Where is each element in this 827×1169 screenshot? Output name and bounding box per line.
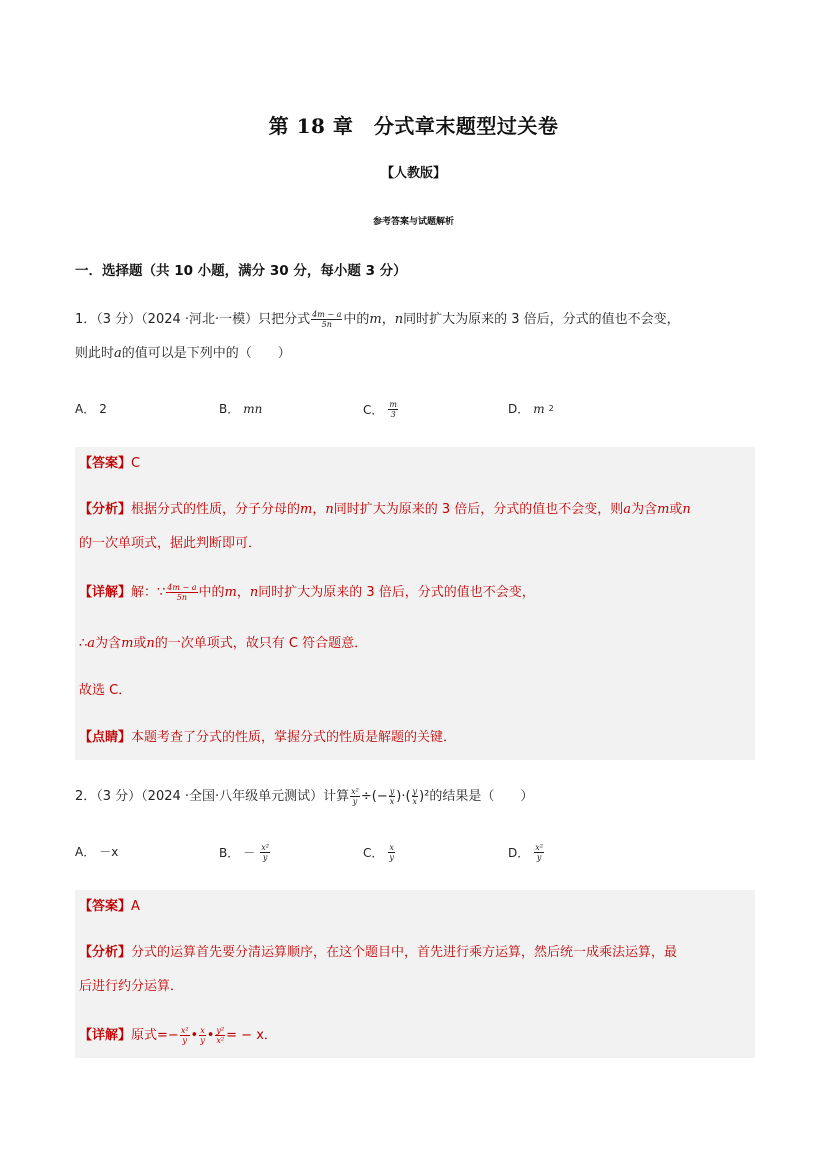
variable-n: n (325, 502, 334, 517)
question-1-line-1 (75, 303, 755, 337)
variable-m: m (121, 636, 134, 651)
text-segment: 或 (669, 502, 683, 517)
text-segment: 的结果是（ ） (429, 789, 534, 804)
analysis-line-2 (79, 527, 751, 561)
text-segment: 的一次单项式，故只有 C 符合题意． (154, 636, 368, 651)
analysis-tag: 【分析】 (79, 502, 132, 517)
operator: • (190, 1028, 199, 1043)
expression-term-1 (350, 787, 360, 806)
detail-tag: 【详解】 (79, 585, 132, 600)
variable-m: m (369, 312, 382, 327)
text-segment: 分式的运算首先要分清运算顺序，在这个题目中，首先进行乘方运算，然后统一成乘法运算，最 (131, 945, 678, 960)
fraction-numerator: y (389, 787, 395, 796)
fraction-denominator: x² (216, 1036, 225, 1045)
text-segment: 本题考查了分式的性质，掌握分式的性质是解题的关键． (131, 730, 457, 745)
answers-heading: 参考答案与试题解析 (372, 217, 454, 227)
option-a[interactable] (75, 843, 118, 860)
detail-term-3 (215, 1026, 225, 1045)
fraction-denominator: x (389, 797, 395, 806)
text-segment: ∴ (79, 636, 88, 651)
fraction-numerator: x² (180, 1026, 189, 1035)
expression-term-3 (412, 787, 419, 806)
expression-term-2 (389, 787, 396, 806)
option-c[interactable] (363, 843, 396, 862)
fraction-denominator: y (352, 797, 358, 806)
text-segment: 根据分式的性质，分子分母的 (131, 502, 301, 517)
option-label: C． (363, 846, 384, 860)
text-segment: ， (236, 585, 250, 600)
fraction-denominator: 5n (176, 593, 188, 602)
text-segment: 的一次单项式，据此判断即可． (79, 536, 262, 551)
fraction-denominator: y (262, 853, 268, 862)
option-value: mn (243, 401, 263, 416)
option-label: B． (219, 846, 240, 860)
text-segment: 解：∵ (131, 585, 166, 600)
text-segment: 为含 (631, 502, 658, 517)
text-segment: 中的 (198, 585, 225, 600)
fraction-numerator: y² (216, 1026, 225, 1035)
question-2-line-1 (75, 780, 755, 814)
analysis-tag: 【分析】 (79, 945, 132, 960)
answer-block-1 (75, 447, 755, 760)
option-label: A． (75, 402, 96, 416)
operator: • (206, 1028, 215, 1043)
fraction-numerator: x (389, 843, 394, 852)
variable-n: n (394, 312, 404, 327)
option-label: C． (363, 403, 384, 417)
section-title: 一．选择题（共 10 小题，满分 30 分，每小题 3 分） (75, 263, 407, 279)
fraction-denominator: x (412, 797, 418, 806)
variable-n: n (682, 502, 691, 517)
option-fraction (534, 843, 544, 862)
analysis-line-2 (79, 970, 751, 1004)
text-segment: 原式= (131, 1028, 168, 1043)
fraction-denominator: 5n (321, 320, 332, 329)
text-segment: 则此时 (75, 346, 115, 361)
detail-line-2 (79, 627, 751, 661)
variable-m: m (300, 502, 313, 517)
fraction-numerator: x² (261, 843, 269, 852)
text-segment: ， (312, 502, 326, 517)
detail-term-1 (180, 1026, 190, 1045)
comment-line (79, 721, 751, 755)
question-2-prefix: 2．（3 分）（2024 ·全国·八年级单元测试）计算 (75, 789, 350, 804)
detail-line (79, 1019, 751, 1053)
fraction-numerator: 4m − a (167, 583, 197, 592)
operator: ÷(− (360, 789, 388, 804)
answer-block-2 (75, 890, 755, 1058)
choose-line (79, 674, 751, 708)
text-segment: 的值可以是下列中的（ ） (121, 346, 291, 361)
operator: )² (419, 789, 430, 804)
option-label: D． (508, 402, 530, 416)
fraction-denominator: y (200, 1036, 205, 1045)
option-value: m (533, 401, 545, 416)
fraction-numerator: m (389, 400, 397, 409)
question-2-options (75, 843, 755, 867)
question-1-options (75, 400, 755, 424)
fraction-expression (166, 583, 197, 602)
option-label: D． (508, 846, 530, 860)
option-label: A． (75, 845, 96, 859)
variable-m: m (657, 502, 670, 517)
option-b[interactable] (219, 400, 262, 417)
question-1-prefix: 1．（3 分）（2024 ·河北·一模）只把分式 (75, 312, 311, 327)
detail-tag: 【详解】 (79, 1028, 132, 1043)
variable-m: m (224, 585, 237, 600)
edition-label: 【人教版】 (380, 166, 446, 181)
variable-a: a (623, 502, 632, 517)
variable-n: n (146, 636, 155, 651)
fraction-denominator: y (182, 1036, 187, 1045)
text-segment: 为含 (95, 636, 122, 651)
variable-a: a (114, 346, 122, 361)
text-segment: 同时扩大为原来的 3 倍后，分式的值也不会变， (258, 585, 535, 600)
operator: )·( (396, 789, 411, 804)
text-segment: 故选 C． (79, 683, 132, 698)
question-1 (75, 303, 755, 371)
text-segment: 后进行约分运算． (79, 979, 184, 994)
text-segment: 中的 (343, 312, 370, 327)
option-c[interactable] (363, 400, 399, 419)
comment-tag: 【点睛】 (79, 730, 132, 745)
fraction-numerator: 4m − a (312, 310, 342, 319)
fraction-numerator: x² (535, 843, 543, 852)
text-segment: ， (381, 312, 395, 327)
fraction-denominator: y (536, 853, 542, 862)
fraction-numerator: x (200, 1026, 205, 1035)
option-value: －x (99, 845, 119, 859)
answer-tag: 【答案】 (79, 456, 132, 471)
fraction-numerator: x² (351, 787, 359, 796)
option-fraction (388, 400, 398, 419)
document-title: 第 18 章 分式章末题型过关卷 (268, 114, 559, 138)
exponent: 2 (548, 404, 554, 413)
variable-a: a (87, 636, 96, 651)
fraction-expression (311, 310, 342, 329)
text-segment: 同时扩大为原来的 3 倍后，分式的值也不会变， (403, 312, 680, 327)
text-segment: 或 (133, 636, 147, 651)
option-d[interactable] (508, 400, 554, 417)
question-2 (75, 780, 755, 814)
answer-tag: 【答案】 (79, 899, 132, 914)
text-segment: 同时扩大为原来的 3 倍后，分式的值也不会变，则 (333, 502, 624, 517)
answer-line (79, 447, 751, 481)
variable-n: n (249, 585, 259, 600)
option-fraction (260, 843, 270, 862)
fraction-numerator: y (412, 787, 418, 796)
option-label: B． (219, 402, 240, 416)
option-b[interactable] (219, 843, 271, 862)
text-segment: = − x． (226, 1028, 277, 1043)
analysis-line-1 (79, 493, 751, 527)
option-d[interactable] (508, 843, 545, 862)
option-sign: － (243, 846, 256, 860)
option-fraction (388, 843, 395, 862)
answer-line (79, 890, 751, 924)
operator: − (167, 1028, 179, 1043)
option-a[interactable] (75, 400, 107, 417)
answer-value: C (131, 456, 141, 471)
detail-term-2 (199, 1026, 206, 1045)
fraction-denominator: y (389, 853, 394, 862)
detail-line-1 (79, 576, 751, 610)
fraction-denominator: 3 (390, 410, 396, 419)
option-value: 2 (99, 401, 107, 416)
answer-value: A (131, 899, 140, 914)
question-1-line-2 (75, 337, 755, 371)
analysis-line-1 (79, 936, 751, 970)
